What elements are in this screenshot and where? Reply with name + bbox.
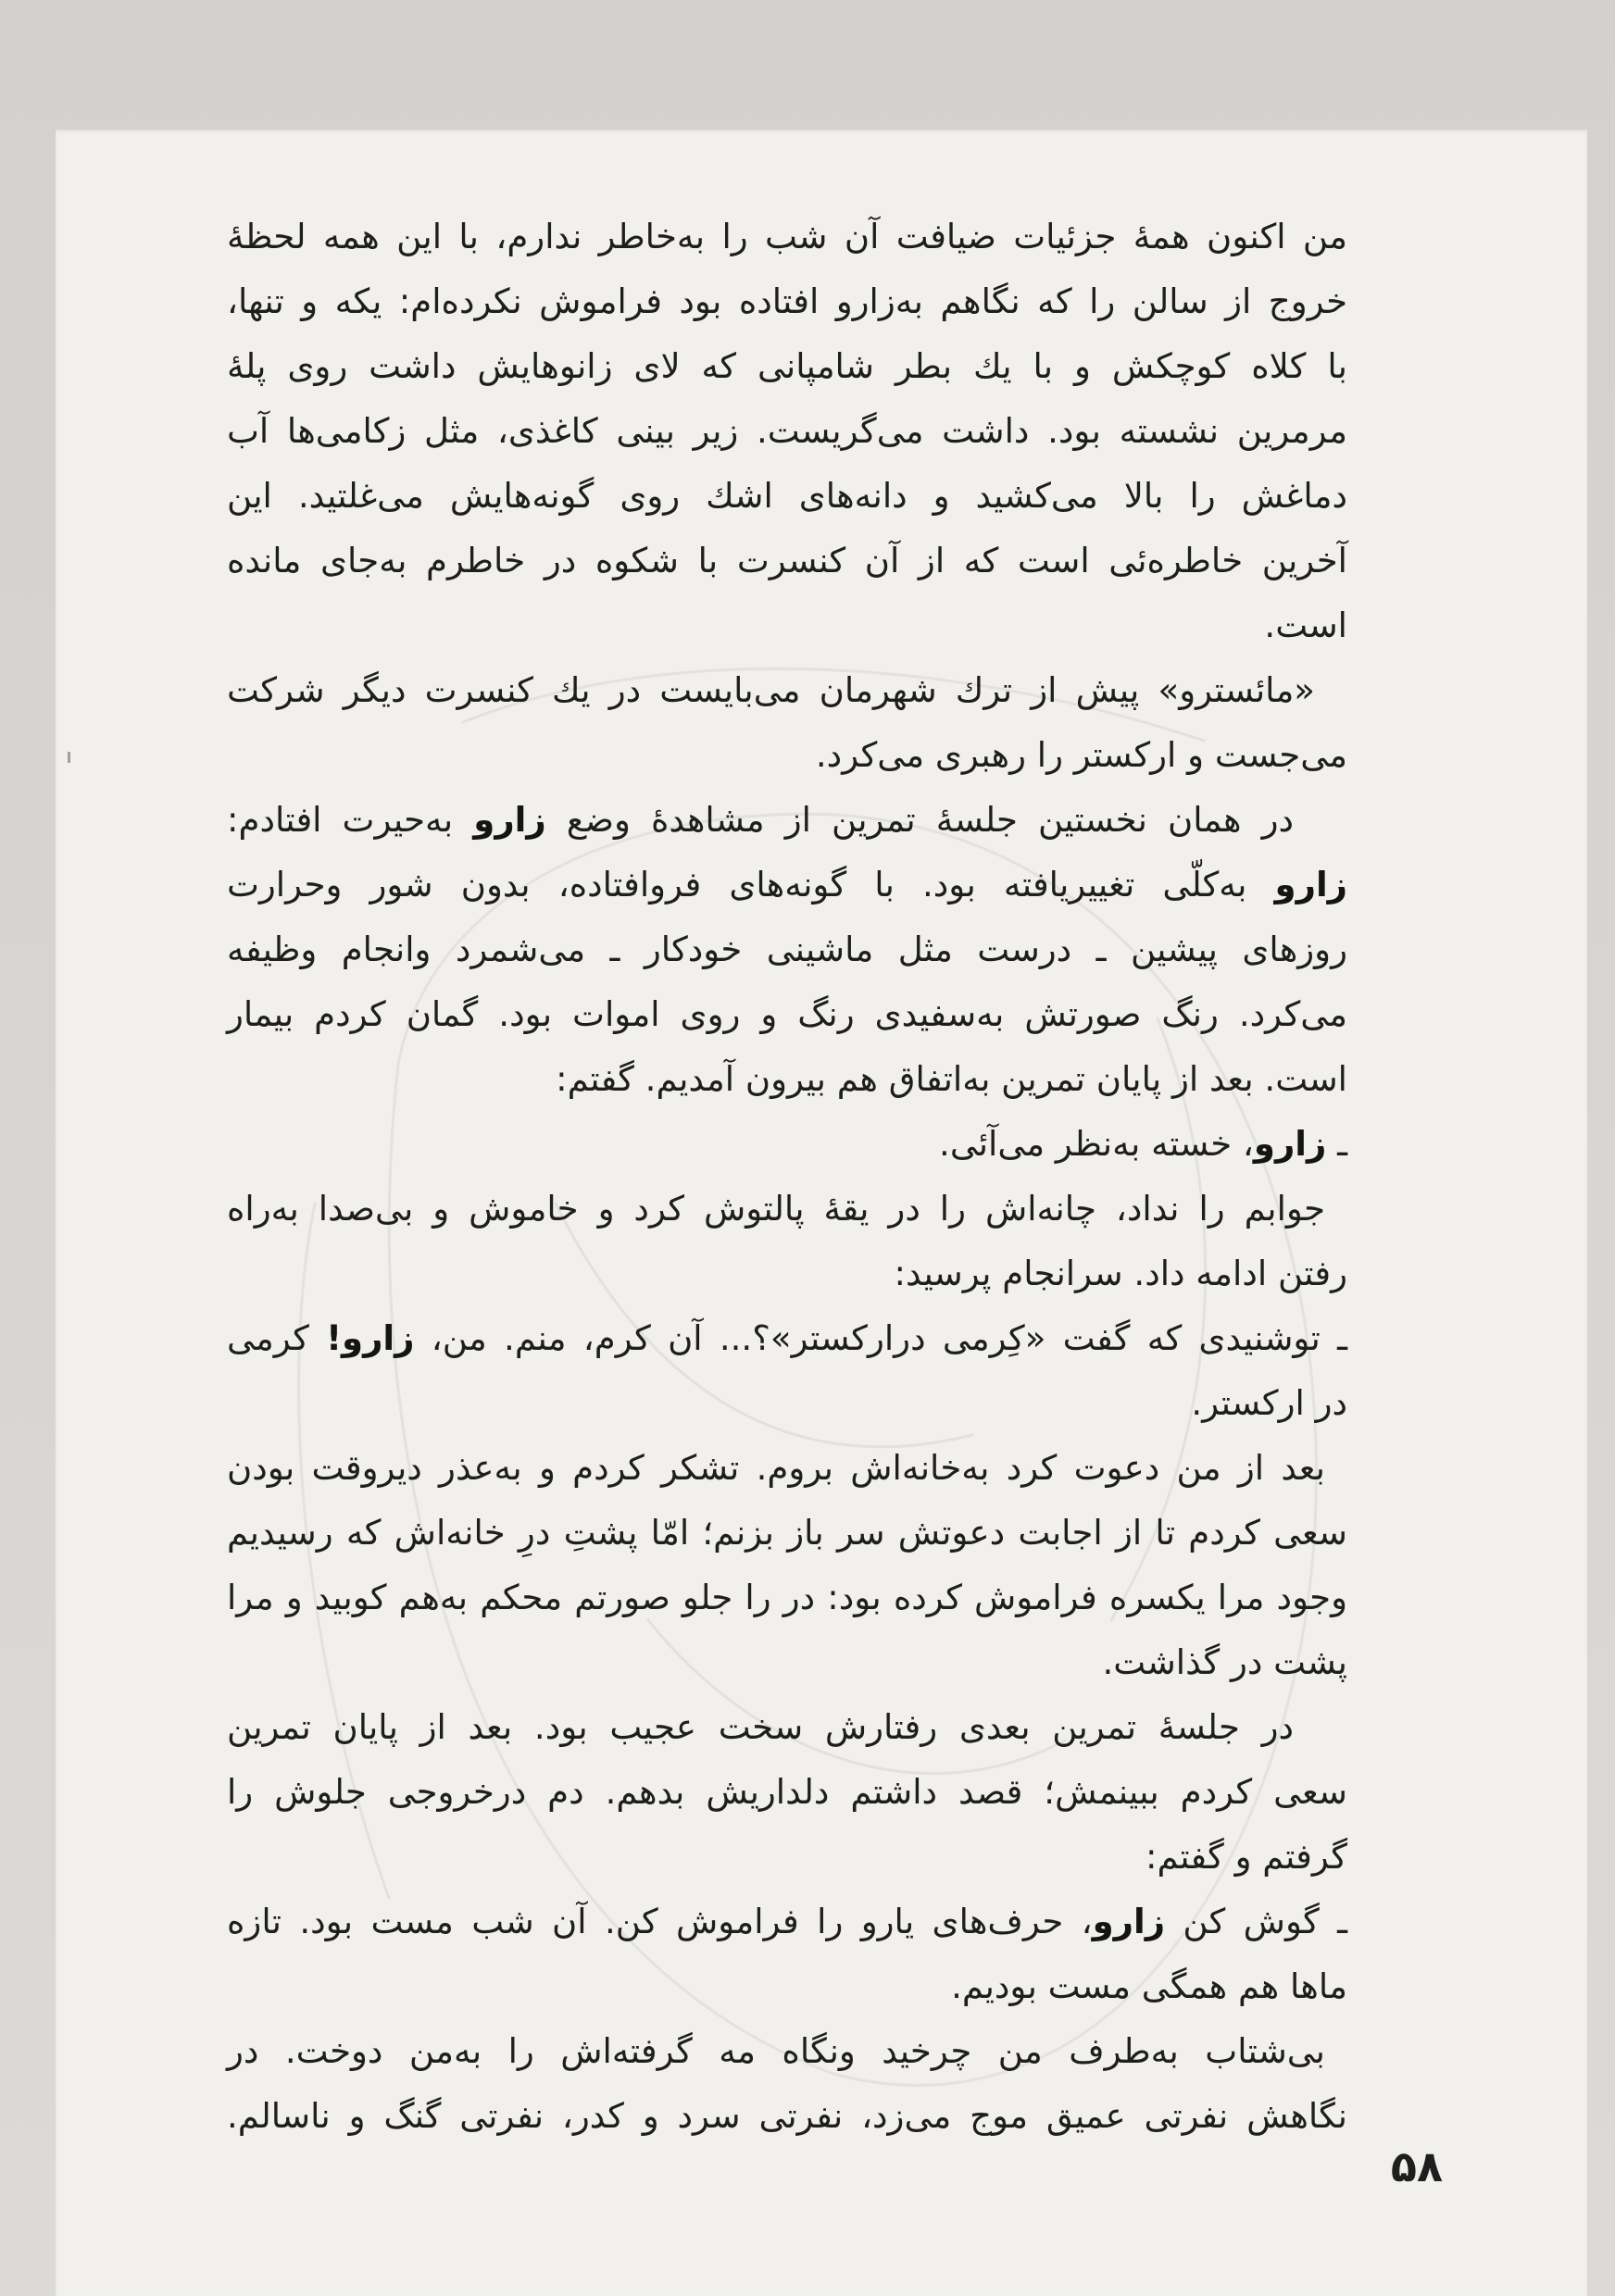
text-line bbox=[227, 1112, 1347, 1177]
text-line bbox=[227, 853, 1347, 917]
emphasized-name: زارو bbox=[1092, 1902, 1166, 1941]
text-line: دماغش را بالا می‌کشید و دانه‌های اشك روی گونه‌هایش می‌غلتید. این bbox=[227, 476, 1347, 516]
text-line: مرمرین نشسته بود. داشت می‌گریست. زیر بینی کاغذی، مثل زکامی‌ها آب bbox=[227, 411, 1347, 451]
paragraph bbox=[227, 788, 1347, 1112]
text-line: می‌کرد. رنگ صورتش به‌سفیدی رنگ و روی اموات بود. گمان کردم بیمار bbox=[227, 994, 1347, 1034]
text-line bbox=[227, 1890, 1347, 1954]
text-line: در ارکستر. bbox=[1191, 1383, 1347, 1423]
text-segment: ، خسته به‌نظر می‌آئی. bbox=[939, 1124, 1254, 1164]
text-line: بعد از من دعوت کرد به‌خانه‌اش بروم. تشکر کردم و به‌عذر دیروقت بودن bbox=[227, 1448, 1325, 1488]
text-line: وجود مرا یکسره فراموش کرده بود: در را جلو صورتم محکم به‌هم کوبید و مرا bbox=[227, 1578, 1347, 1617]
dialogue-paragraph bbox=[227, 1112, 1347, 1177]
paragraph bbox=[227, 1436, 1347, 1695]
emphasized-name: زارو bbox=[1274, 865, 1347, 905]
text-segment: به‌حیرت افتادم: bbox=[227, 800, 474, 840]
scan-speck bbox=[68, 752, 70, 763]
paragraph bbox=[227, 1695, 1347, 1890]
text-segment: ـ گوش کن bbox=[1165, 1902, 1347, 1941]
emphasized-name: زارو bbox=[1253, 1124, 1327, 1164]
emphasized-name: زارو bbox=[473, 800, 546, 840]
text-line: «مائسترو» پیش از ترك شهرمان می‌بایست در یك کنسرت دیگر شرکت bbox=[227, 670, 1315, 710]
text-line: در جلسهٔ تمرین بعدی رفتارش سخت عجیب بود. بعد از پایان تمرین bbox=[227, 1707, 1294, 1747]
paragraph bbox=[227, 205, 1347, 658]
text-line: می‌جست و ارکستر را رهبری می‌کرد. bbox=[815, 735, 1347, 775]
page-number: ۵۸ bbox=[1390, 2141, 1444, 2191]
text-line: سعی کردم تا از اجابت دعوتش سر باز بزنم؛ امّا پشتِ درِ خانه‌اش که رسیدیم bbox=[227, 1513, 1347, 1553]
text-segment: در همان نخستین جلسهٔ تمرین از مشاهدهٔ وضع bbox=[545, 800, 1294, 840]
text-line bbox=[227, 788, 1347, 853]
text-line: پشت در گذاشت. bbox=[1102, 1642, 1347, 1682]
text-segment: به‌کلّی تغییریافته بود. با گونه‌های فروافتاده، بدون شور وحرارت bbox=[227, 865, 1275, 905]
text-segment: کرمی bbox=[227, 1318, 327, 1358]
dialogue-paragraph bbox=[227, 1306, 1347, 1436]
text-line: نگاهش نفرتی عمیق موج می‌زد، نفرتی سرد و کدر، نفرتی گنگ و ناسالم. bbox=[227, 2096, 1347, 2136]
text-line: سعی کردم ببینمش؛ قصد داشتم دلداریش بدهم. دم درخروجی جلوش را bbox=[227, 1772, 1347, 1812]
text-segment: ـ bbox=[1326, 1124, 1347, 1164]
text-line: است. bbox=[1264, 605, 1347, 645]
text-line: من اکنون همهٔ جزئیات ضیافت آن شب را به‌خاطر ندارم، با این همه لحظهٔ bbox=[227, 217, 1347, 256]
dialogue-paragraph bbox=[227, 1890, 1347, 2019]
text-line bbox=[227, 1306, 1347, 1371]
text-line: است. بعد از پایان تمرین به‌اتفاق هم بیرون آمدیم. گفتم: bbox=[556, 1059, 1347, 1099]
text-line: روزهای پیشین ـ درست مثل ماشینی خودکار ـ می‌شمرد وانجام وظیفه bbox=[227, 930, 1347, 969]
text-line: ماها هم همگی مست بودیم. bbox=[951, 1966, 1347, 2006]
paragraph bbox=[227, 1177, 1347, 1306]
text-segment: ـ توشنیدی که گفت «کِرمی درارکستر»؟... آن کرم، منم. من، bbox=[414, 1318, 1347, 1358]
text-line: جوابم را نداد، چانه‌اش را در یقهٔ پالتوش کرد و خاموش و بی‌صدا به‌راه bbox=[227, 1189, 1325, 1229]
emphasized-name: زارو! bbox=[326, 1318, 415, 1358]
text-line: بی‌شتاب به‌طرف من چرخید ونگاه مه گرفته‌اش را به‌من دوخت. در bbox=[227, 2031, 1325, 2071]
paragraph bbox=[227, 658, 1347, 788]
text-line: با کلاه کوچکش و با یك بطر شامپانی که لای زانوهایش داشت روی پلهٔ bbox=[227, 346, 1347, 386]
text-line: خروج از سالن را که نگاهم به‌زارو افتاده بود فراموش نکرده‌ام: یکه و تنها، bbox=[227, 281, 1347, 321]
text-line: گرفتم و گفتم: bbox=[1146, 1837, 1347, 1877]
text-line: آخرین خاطره‌ئی است که از آن کنسرت با شکوه در خاطرم به‌جای مانده bbox=[227, 541, 1347, 580]
text-line: رفتن ادامه داد. سرانجام پرسید: bbox=[894, 1254, 1347, 1293]
paragraph bbox=[227, 2019, 1347, 2149]
text-segment: ، حرف‌های یارو را فراموش کن. آن شب مست بود. تازه bbox=[227, 1902, 1093, 1941]
body-text bbox=[227, 205, 1347, 2149]
